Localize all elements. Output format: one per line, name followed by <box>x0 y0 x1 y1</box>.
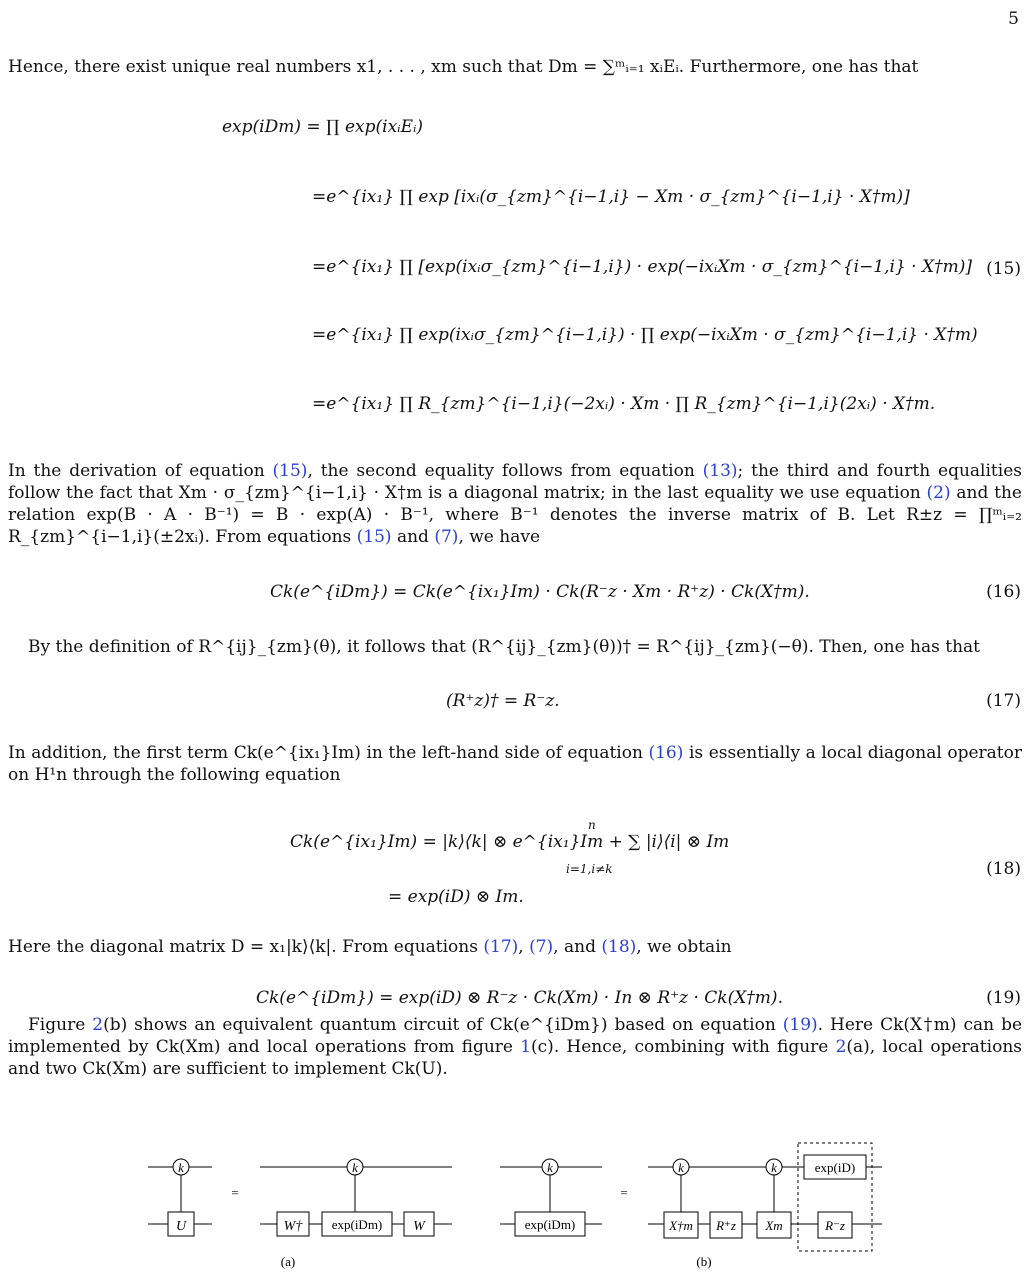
equals-a: = <box>231 1185 239 1200</box>
ref-eq16[interactable]: (16) <box>648 743 684 763</box>
ref-fig1[interactable]: 1 <box>520 1037 532 1057</box>
gate-rz-plus-label: R⁺z <box>716 1218 736 1233</box>
gate-exp-id-label: exp(iD) <box>814 1160 856 1175</box>
circuit-a-lhs <box>148 1159 212 1236</box>
gate-exp-idm-b-label: exp(iDm) <box>524 1217 576 1232</box>
equation-19: Ck(e^{iDm}) = exp(iD) ⊗ R⁻z · Ck(Xm) · In ⊗ R⁺z · Ck(X†m). <box>256 988 783 1008</box>
caption-b: (b) <box>696 1254 712 1269</box>
eq15-line-3: =e^{ix₁} ∏ [exp(ixᵢσ_{zm}^{i−1,i}) · exp(−ixᵢXm · σ_{zm}^{i−1,i} · X†m)] <box>312 257 972 277</box>
p5-text-3: , and <box>553 937 602 957</box>
paragraph-1 <box>8 56 1022 78</box>
p6-text-1: Figure <box>28 1015 93 1035</box>
eq18-number: (18) <box>986 859 1021 879</box>
paragraph-6 <box>8 1014 1022 1080</box>
gate-xm-label: Xm <box>765 1218 783 1233</box>
control-label: k <box>178 1160 184 1175</box>
eq19-number: (19) <box>986 988 1021 1008</box>
equation-17: (R⁺z)† = R⁻z. <box>446 691 560 711</box>
p6-text-2: (b) shows an equivalent quantum circuit of Ck(e^{iDm}) based on equation <box>103 1015 783 1035</box>
eq15-line-2: =e^{ix₁} ∏ exp [ixᵢ(σ_{zm}^{i−1,i} − Xm · σ_{zm}^{i−1,i} · X†m)] <box>312 187 910 207</box>
control-label-b: k <box>547 1160 553 1175</box>
paragraph-4 <box>8 742 1022 786</box>
page-number: 5 <box>1008 9 1019 29</box>
gate-xm-dagger-label: X†m <box>669 1218 693 1233</box>
eq15-line-4: =e^{ix₁} ∏ exp(ixᵢσ_{zm}^{i−1,i}) · ∏ exp(−ixᵢXm · σ_{zm}^{i−1,i} · X†m) <box>312 325 978 345</box>
circuit-b-rhs <box>648 1143 882 1251</box>
gate-w-label: W <box>413 1219 425 1234</box>
ref-eq15[interactable]: (15) <box>272 461 308 481</box>
control-label-b1: k <box>678 1160 684 1175</box>
control-label-a: k <box>352 1160 358 1175</box>
p6-text-5: (a), local operations and two Ck(Xm) are sufficient to implement Ck(U). <box>8 1037 1022 1079</box>
paragraph-3 <box>8 636 1022 658</box>
p2-text-1: In the derivation of equation <box>8 461 273 481</box>
eq18-line-1: Ck(e^{ix₁}Im) = |k⟩⟨k| ⊗ e^{ix₁}Im + ∑ |i⟩⟨i| ⊗ Im <box>290 832 730 852</box>
eq18-sum-bottom: i=1,i≠k <box>566 862 613 876</box>
ref-eq15-b[interactable]: (15) <box>356 527 392 547</box>
eq18-sum-top: n <box>588 818 596 832</box>
ref-eq17[interactable]: (17) <box>483 937 519 957</box>
p5-text-4: , we obtain <box>636 937 732 957</box>
ref-eq19[interactable]: (19) <box>782 1015 818 1035</box>
equation-16: Ck(e^{iDm}) = Ck(e^{ix₁}Im) · Ck(R⁻z · Xm · R⁺z) · Ck(X†m). <box>270 582 810 602</box>
eq17-number: (17) <box>986 691 1021 711</box>
ref-eq7[interactable]: (7) <box>434 527 459 547</box>
gate-exp-idm-label: exp(iDm) <box>331 1217 383 1232</box>
control-label-b2: k <box>771 1160 777 1175</box>
ref-eq18[interactable]: (18) <box>601 937 637 957</box>
gate-w-dagger-label: W† <box>283 1219 303 1234</box>
p2-text-2: , the second equality follows from equation <box>307 461 703 481</box>
eq18-line-2: = exp(iD) ⊗ Im. <box>388 887 524 907</box>
p4-text-1: In addition, the first term Ck(e^{ix₁}Im) in the left-hand side of equation <box>8 743 649 763</box>
paragraph-2 <box>8 460 1022 548</box>
p2-text-6: , we have <box>458 527 541 547</box>
circuit-b-lhs <box>500 1159 602 1236</box>
p2-text-4: and the relation exp(B · A · B⁻¹) = B · exp(A) · B⁻¹, where B⁻¹ denotes the inverse matrix of B. Let R±z = ∏ᵐᵢ₌₂ R_{zm}^{i−1,i}(±2xᵢ). From equations <box>8 483 1022 547</box>
eq15-line-1: exp(iDm) = ∏ exp(ixᵢEᵢ) <box>222 117 424 137</box>
p2-text-3: ; the third and fourth equalities follow the fact that Xm · σ_{zm}^{i−1,i} · X†m is a diagonal matrix; in the last equality we use equation <box>8 461 1022 503</box>
gate-rz-minus-label: R⁻z <box>825 1218 845 1233</box>
ref-eq13[interactable]: (13) <box>702 461 738 481</box>
p5-text-2: , <box>518 937 530 957</box>
circuit-diagram <box>0 1140 1029 1270</box>
eq15-line-5: =e^{ix₁} ∏ R_{zm}^{i−1,i}(−2xᵢ) · Xm · ∏ R_{zm}^{i−1,i}(2xᵢ) · X†m. <box>312 394 936 414</box>
p6-text-4: (c). Hence, combining with figure <box>531 1037 836 1057</box>
gate-u-label: U <box>175 1219 187 1234</box>
equals-b: = <box>620 1185 628 1200</box>
p5-text-1: Here the diagonal matrix D = x₁|k⟩⟨k|. From equations <box>8 937 484 957</box>
paragraph-3-text: By the definition of R^{ij}_{zm}(θ), it follows that (R^{ij}_{zm}(θ))† = R^{ij}_{zm}(−θ). Then, one has that <box>28 637 980 657</box>
p6-text-3: . Here Ck(X†m) can be implemented by Ck(Xm) and local operations from figure <box>8 1015 1023 1057</box>
paragraph-1-text: Hence, there exist unique real numbers x1, . . . , xm such that Dm = ∑ᵐᵢ₌₁ xᵢEᵢ. Furthermore, one has that <box>8 57 919 77</box>
ref-eq7-b[interactable]: (7) <box>529 937 554 957</box>
eq16-number: (16) <box>986 582 1021 602</box>
eq15-number: (15) <box>986 259 1021 279</box>
p2-text-5: and <box>391 527 435 547</box>
caption-a: (a) <box>280 1254 296 1269</box>
ref-fig2[interactable]: 2 <box>92 1015 104 1035</box>
p4-text-2: is essentially a local diagonal operator on H¹n through the following equation <box>8 743 1022 785</box>
ref-eq2[interactable]: (2) <box>926 483 951 503</box>
paragraph-5 <box>8 936 1022 958</box>
ref-fig2-b[interactable]: 2 <box>835 1037 847 1057</box>
circuit-a-rhs <box>260 1159 452 1236</box>
